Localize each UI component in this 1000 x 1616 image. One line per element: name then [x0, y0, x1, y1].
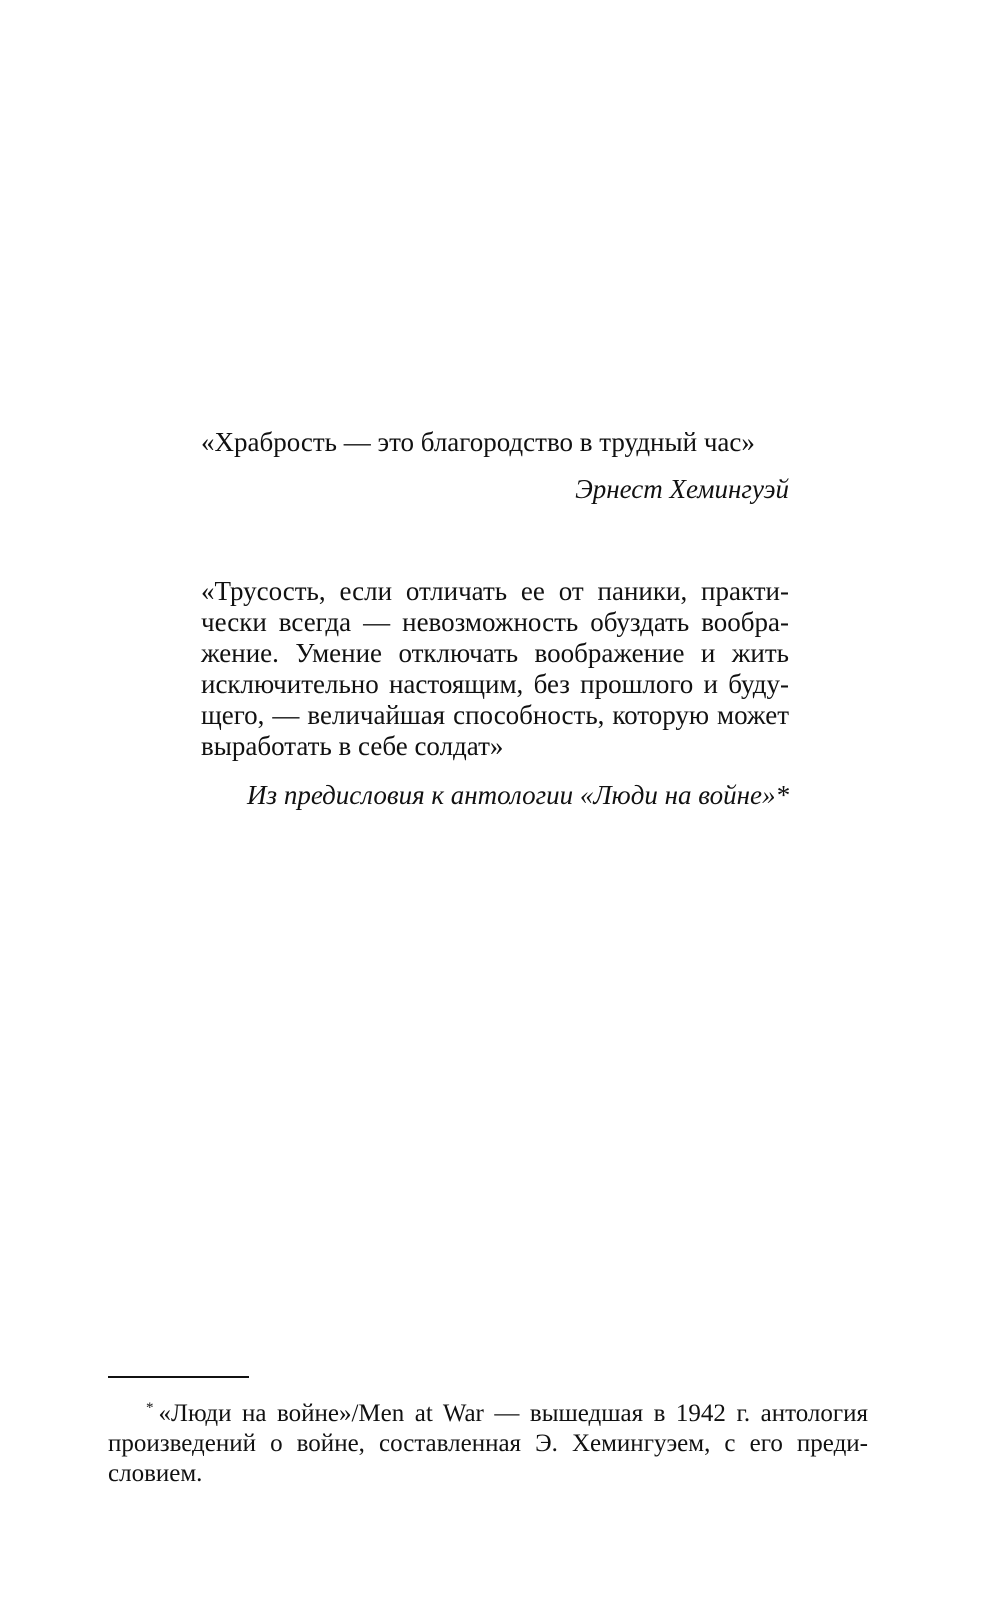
footnote	[108, 1393, 868, 1489]
epigraph-2	[201, 576, 789, 811]
footnote-line: словием.	[108, 1460, 203, 1487]
quote-line: «Трусость, если отличать ее от паники, практи-	[201, 576, 789, 606]
quote-line: чески всегда — невозможность обуздать вообра-	[201, 607, 789, 637]
footnote-divider	[108, 1376, 249, 1378]
epigraph-2-attribution: Из предисловия к антологии «Люди на войне»*	[247, 780, 789, 810]
epigraph-2-quote	[201, 576, 789, 762]
footnote-marker: *	[146, 1400, 154, 1416]
quote-line: щего, — величайшая способность, которую может	[201, 700, 789, 730]
quote-line: выработать в себе солдат»	[201, 731, 504, 761]
epigraph-1-quote: «Храбрость — это благородство в трудный час»	[201, 427, 755, 457]
quote-line: исключительно настоящим, без прошлого и буду-	[201, 669, 789, 699]
epigraph-1-attribution: Эрнест Хемингуэй	[575, 474, 789, 504]
epigraph-1	[201, 427, 789, 505]
footnote-line	[108, 1393, 868, 1429]
quote-line: жение. Умение отключать воображение и жить	[201, 638, 789, 668]
footnote-line: произведений о войне, составленная Э. Хемингуэем, с его преди-	[108, 1430, 868, 1457]
footnote-line-text: «Люди на войне»/Men at War — вышедшая в 1942 г. антология	[158, 1400, 868, 1427]
